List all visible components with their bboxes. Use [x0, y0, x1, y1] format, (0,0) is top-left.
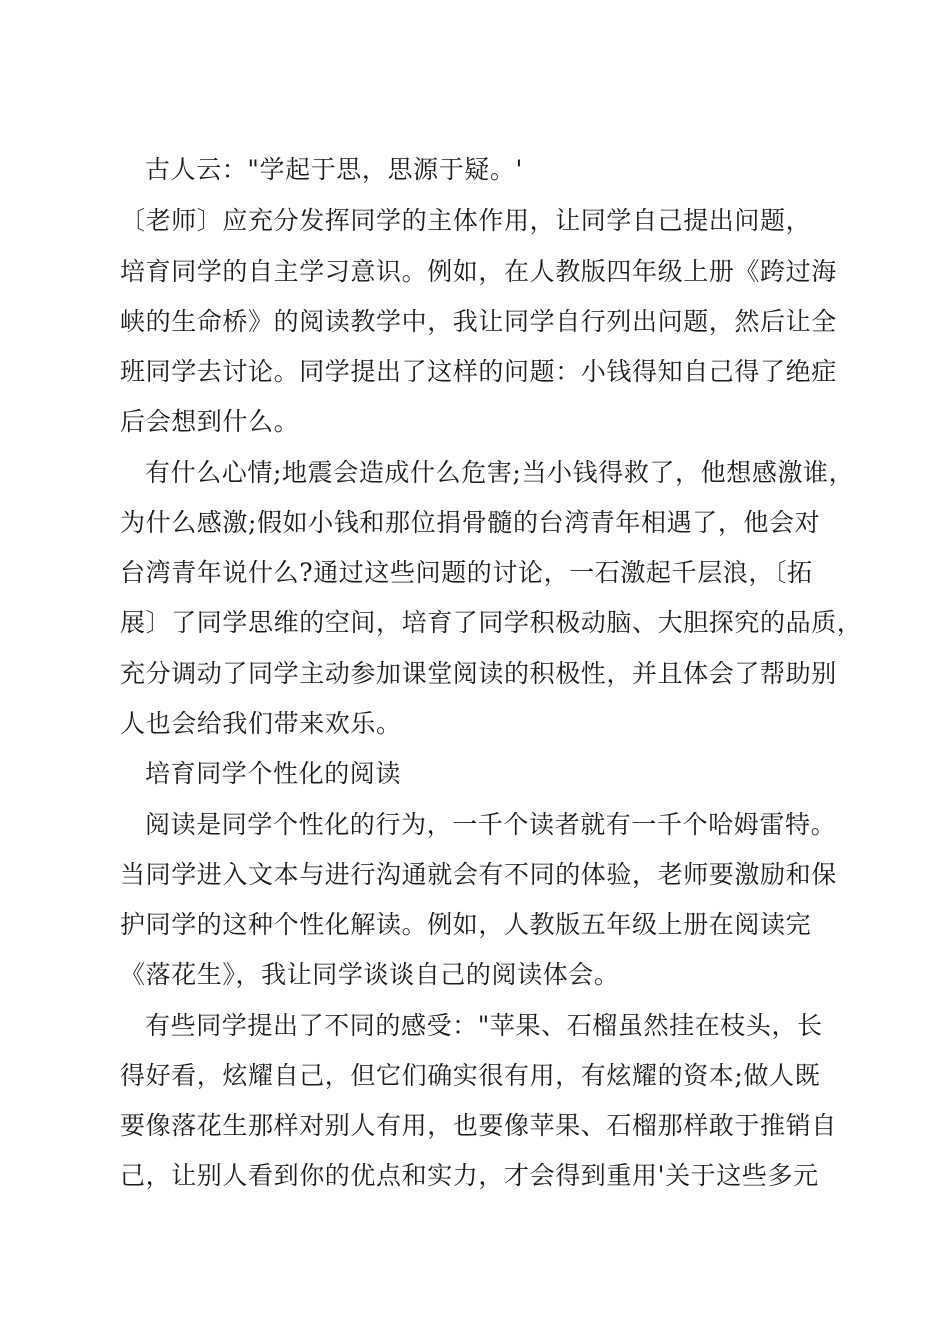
text-line: 〔老师〕应充分发挥同学的主体作用，让同学自己提出问题， — [120, 206, 812, 235]
text-line: 当同学进入文本与进行沟通就会有不同的体验，老师要激励和保 — [120, 860, 837, 889]
text-line: 《落花生》，我让同学谈谈自己的阅读体会。 — [120, 960, 620, 989]
text-line: 为什么感激;假如小钱和那位捐骨髓的台湾青年相遇了，他会对 — [120, 508, 821, 537]
text-line: 后会想到什么。 — [120, 407, 300, 436]
text-line: 护同学的这种个性化解读。例如，人教版五年级上册在阅读完 — [120, 910, 812, 939]
text-line: 得好看，炫耀自己，但它们确实很有用，有炫耀的资本;做人既 — [120, 1061, 821, 1090]
text-line: 己，让别人看到你的优点和实力，才会得到重用'关于这些多元 — [120, 1161, 819, 1190]
text-line: 充分调动了同学主动参加课堂阅读的积极性，并且体会了帮助别 — [120, 659, 837, 688]
text-line: 班同学去讨论。同学提出了这样的问题：小钱得知自己得了绝症 — [120, 357, 837, 386]
text-line: 有些同学提出了不同的感受："苹果、石榴虽然挂在枝头，长 — [145, 1011, 823, 1040]
text-line: 古人云："学起于思，思源于疑。' — [145, 155, 523, 184]
text-line: 阅读是同学个性化的行为，一千个读者就有一千个哈姆雷特。 — [145, 810, 837, 839]
text-line: 展〕了同学思维的空间，培育了同学积极动脑、大胆探究的品质， — [120, 608, 863, 637]
text-line: 人也会给我们带来欢乐。 — [120, 709, 402, 738]
text-line: 要像落花生那样对别人有用，也要像苹果、石榴那样敢于推销自 — [120, 1111, 837, 1140]
text-line: 有什么心情;地震会造成什么危害;当小钱得救了，他想感激谁， — [145, 458, 855, 487]
text-line: 台湾青年说什么?通过这些问题的讨论，一石激起千层浪，〔拓 — [120, 558, 813, 587]
text-line: 峡的生命桥》的阅读教学中，我让同学自行列出问题，然后让全 — [120, 307, 837, 336]
text-line: 培育同学的自主学习意识。例如，在人教版四年级上册《跨过海 — [120, 257, 837, 286]
section-heading: 培育同学个性化的阅读 — [145, 759, 402, 788]
